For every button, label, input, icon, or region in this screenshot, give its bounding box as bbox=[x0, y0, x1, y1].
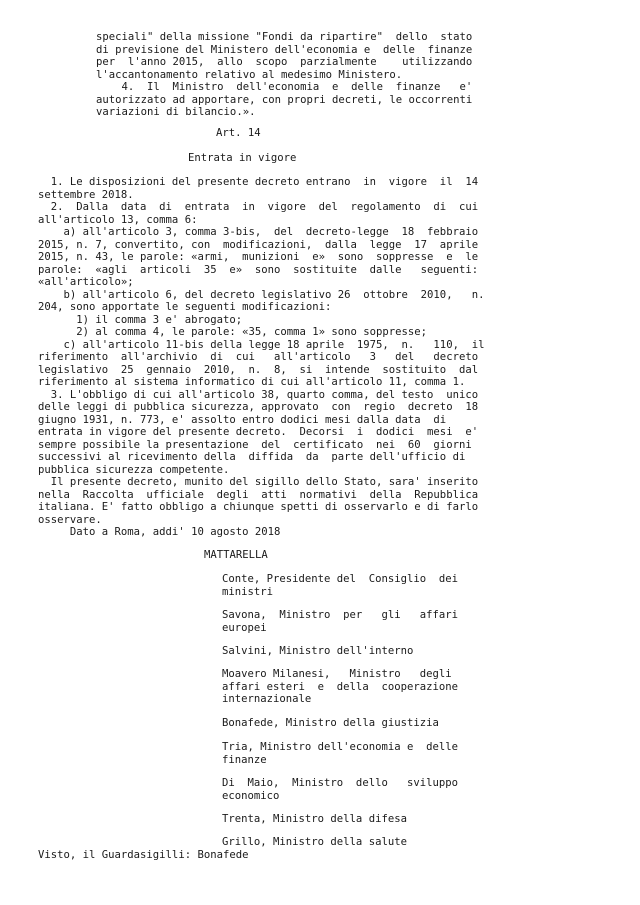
signatory-line: Tria, Ministro dell'economia e delle bbox=[222, 741, 458, 753]
signatory-line: Savona, Ministro per gli affari bbox=[222, 609, 458, 621]
body-line: Il presente decreto, munito del sigillo dello Stato, sara' inserito bbox=[38, 476, 479, 488]
president-signature: MATTARELLA bbox=[204, 549, 268, 561]
intro-line: variazioni di bilancio.». bbox=[96, 106, 256, 118]
body-line: sempre possibile la presentazione del certificato nei 60 giorni bbox=[38, 438, 472, 451]
intro-line: autorizzato ad apportare, con propri decreti, le occorrenti bbox=[96, 93, 473, 106]
signatory-line: internazionale bbox=[222, 693, 312, 705]
body-line: 2) al comma 4, le parole: «35, comma 1» sono soppresse; bbox=[38, 326, 428, 338]
body-line: 2. Dalla data di entrata in vigore del regolamento di cui bbox=[38, 201, 479, 213]
body-line: 2015, n. 7, convertito, con modificazioni, dalla legge 17 aprile bbox=[38, 238, 479, 251]
body-line: 204, sono apportate le seguenti modificazioni: bbox=[38, 301, 332, 313]
body-line: 2015, n. 43, le parole: «armi, munizioni e» sono soppresse e le bbox=[38, 251, 479, 263]
visto-guardasigilli: Visto, il Guardasigilli: Bonafede bbox=[38, 848, 249, 861]
signatory-line: economico bbox=[222, 789, 280, 802]
body-line: nella Raccolta ufficiale degli atti normativi della Repubblica bbox=[38, 488, 479, 501]
signatory-line: Conte, Presidente del Consiglio dei bbox=[222, 573, 458, 585]
body-line: settembre 2018. bbox=[38, 188, 134, 201]
body-line: italiana. E' fatto obbligo a chiunque spetti di osservarlo e di farlo bbox=[38, 501, 479, 513]
intro-line: di previsione del Ministero dell'economia e delle finanze bbox=[96, 43, 473, 56]
article-number: Art. 14 bbox=[216, 127, 261, 139]
body-line: successivi al ricevimento della diffida da parte dell'ufficio di bbox=[38, 451, 466, 463]
intro-line: speciali" della missione "Fondi da ripartire" dello stato bbox=[96, 31, 473, 43]
body-line: riferimento al sistema informatico di cui all'articolo 11, comma 1. bbox=[38, 376, 466, 388]
signatory-line: europei bbox=[222, 621, 267, 634]
body-line: riferimento all'archivio di cui all'articolo 3 del decreto bbox=[38, 351, 479, 363]
body-line: parole: «agli articoli 35 e» sono sostituite dalle seguenti: bbox=[38, 263, 479, 276]
body-line: 1. Le disposizioni del presente decreto entrano in vigore il 14 bbox=[38, 176, 479, 188]
intro-line: l'accantonamento relativo al medesimo Ministero. bbox=[96, 68, 403, 81]
body-line: pubblica sicurezza competente. bbox=[38, 463, 230, 476]
body-line: a) all'articolo 3, comma 3-bis, del decreto-legge 18 febbraio bbox=[38, 226, 479, 238]
body-line: delle leggi di pubblica sicurezza, approvato con regio decreto 18 bbox=[38, 401, 479, 413]
body-line: c) all'articolo 11-bis della legge 18 aprile 1975, n. 110, il bbox=[38, 338, 485, 351]
signatory-line: finanze bbox=[222, 753, 267, 766]
body-line: Dato a Roma, addi' 10 agosto 2018 bbox=[38, 526, 281, 538]
article-title: Entrata in vigore bbox=[188, 152, 297, 164]
body-line: b) all'articolo 6, del decreto legislativo 26 ottobre 2010, n. bbox=[38, 288, 485, 301]
signatory-line: Grillo, Ministro della salute bbox=[222, 836, 407, 848]
intro-line: 4. Il Ministro dell'economia e delle finanze e' bbox=[96, 81, 473, 93]
body-line: 3. L'obbligo di cui all'articolo 38, quarto comma, del testo unico bbox=[38, 388, 479, 401]
body-line: osservare. bbox=[38, 513, 102, 526]
signatory-line: Salvini, Ministro dell'interno bbox=[222, 645, 414, 657]
signatory-line: Di Maio, Ministro dello sviluppo bbox=[222, 777, 458, 789]
signatory-line: Trenta, Ministro della difesa bbox=[222, 813, 407, 825]
signatory-line: ministri bbox=[222, 585, 274, 598]
body-line: 1) il comma 3 e' abrogato; bbox=[38, 313, 243, 326]
signatory-line: Bonafede, Ministro della giustizia bbox=[222, 717, 439, 729]
intro-line: per l'anno 2015, allo scopo parzialmente utilizzando bbox=[96, 56, 473, 68]
body-line: entrata in vigore del presente decreto. Decorsi i dodici mesi e' bbox=[38, 426, 479, 438]
body-line: legislativo 25 gennaio 2010, n. 8, si intende sostituito dal bbox=[38, 363, 479, 376]
body-line: all'articolo 13, comma 6: bbox=[38, 213, 198, 226]
body-line: giugno 1931, n. 773, e' assolto entro dodici mesi dalla data di bbox=[38, 413, 447, 426]
signatory-line: Moavero Milanesi, Ministro degli bbox=[222, 668, 452, 680]
signatory-line: affari esteri e della cooperazione bbox=[222, 680, 458, 693]
body-line: «all'articolo»; bbox=[38, 276, 134, 288]
